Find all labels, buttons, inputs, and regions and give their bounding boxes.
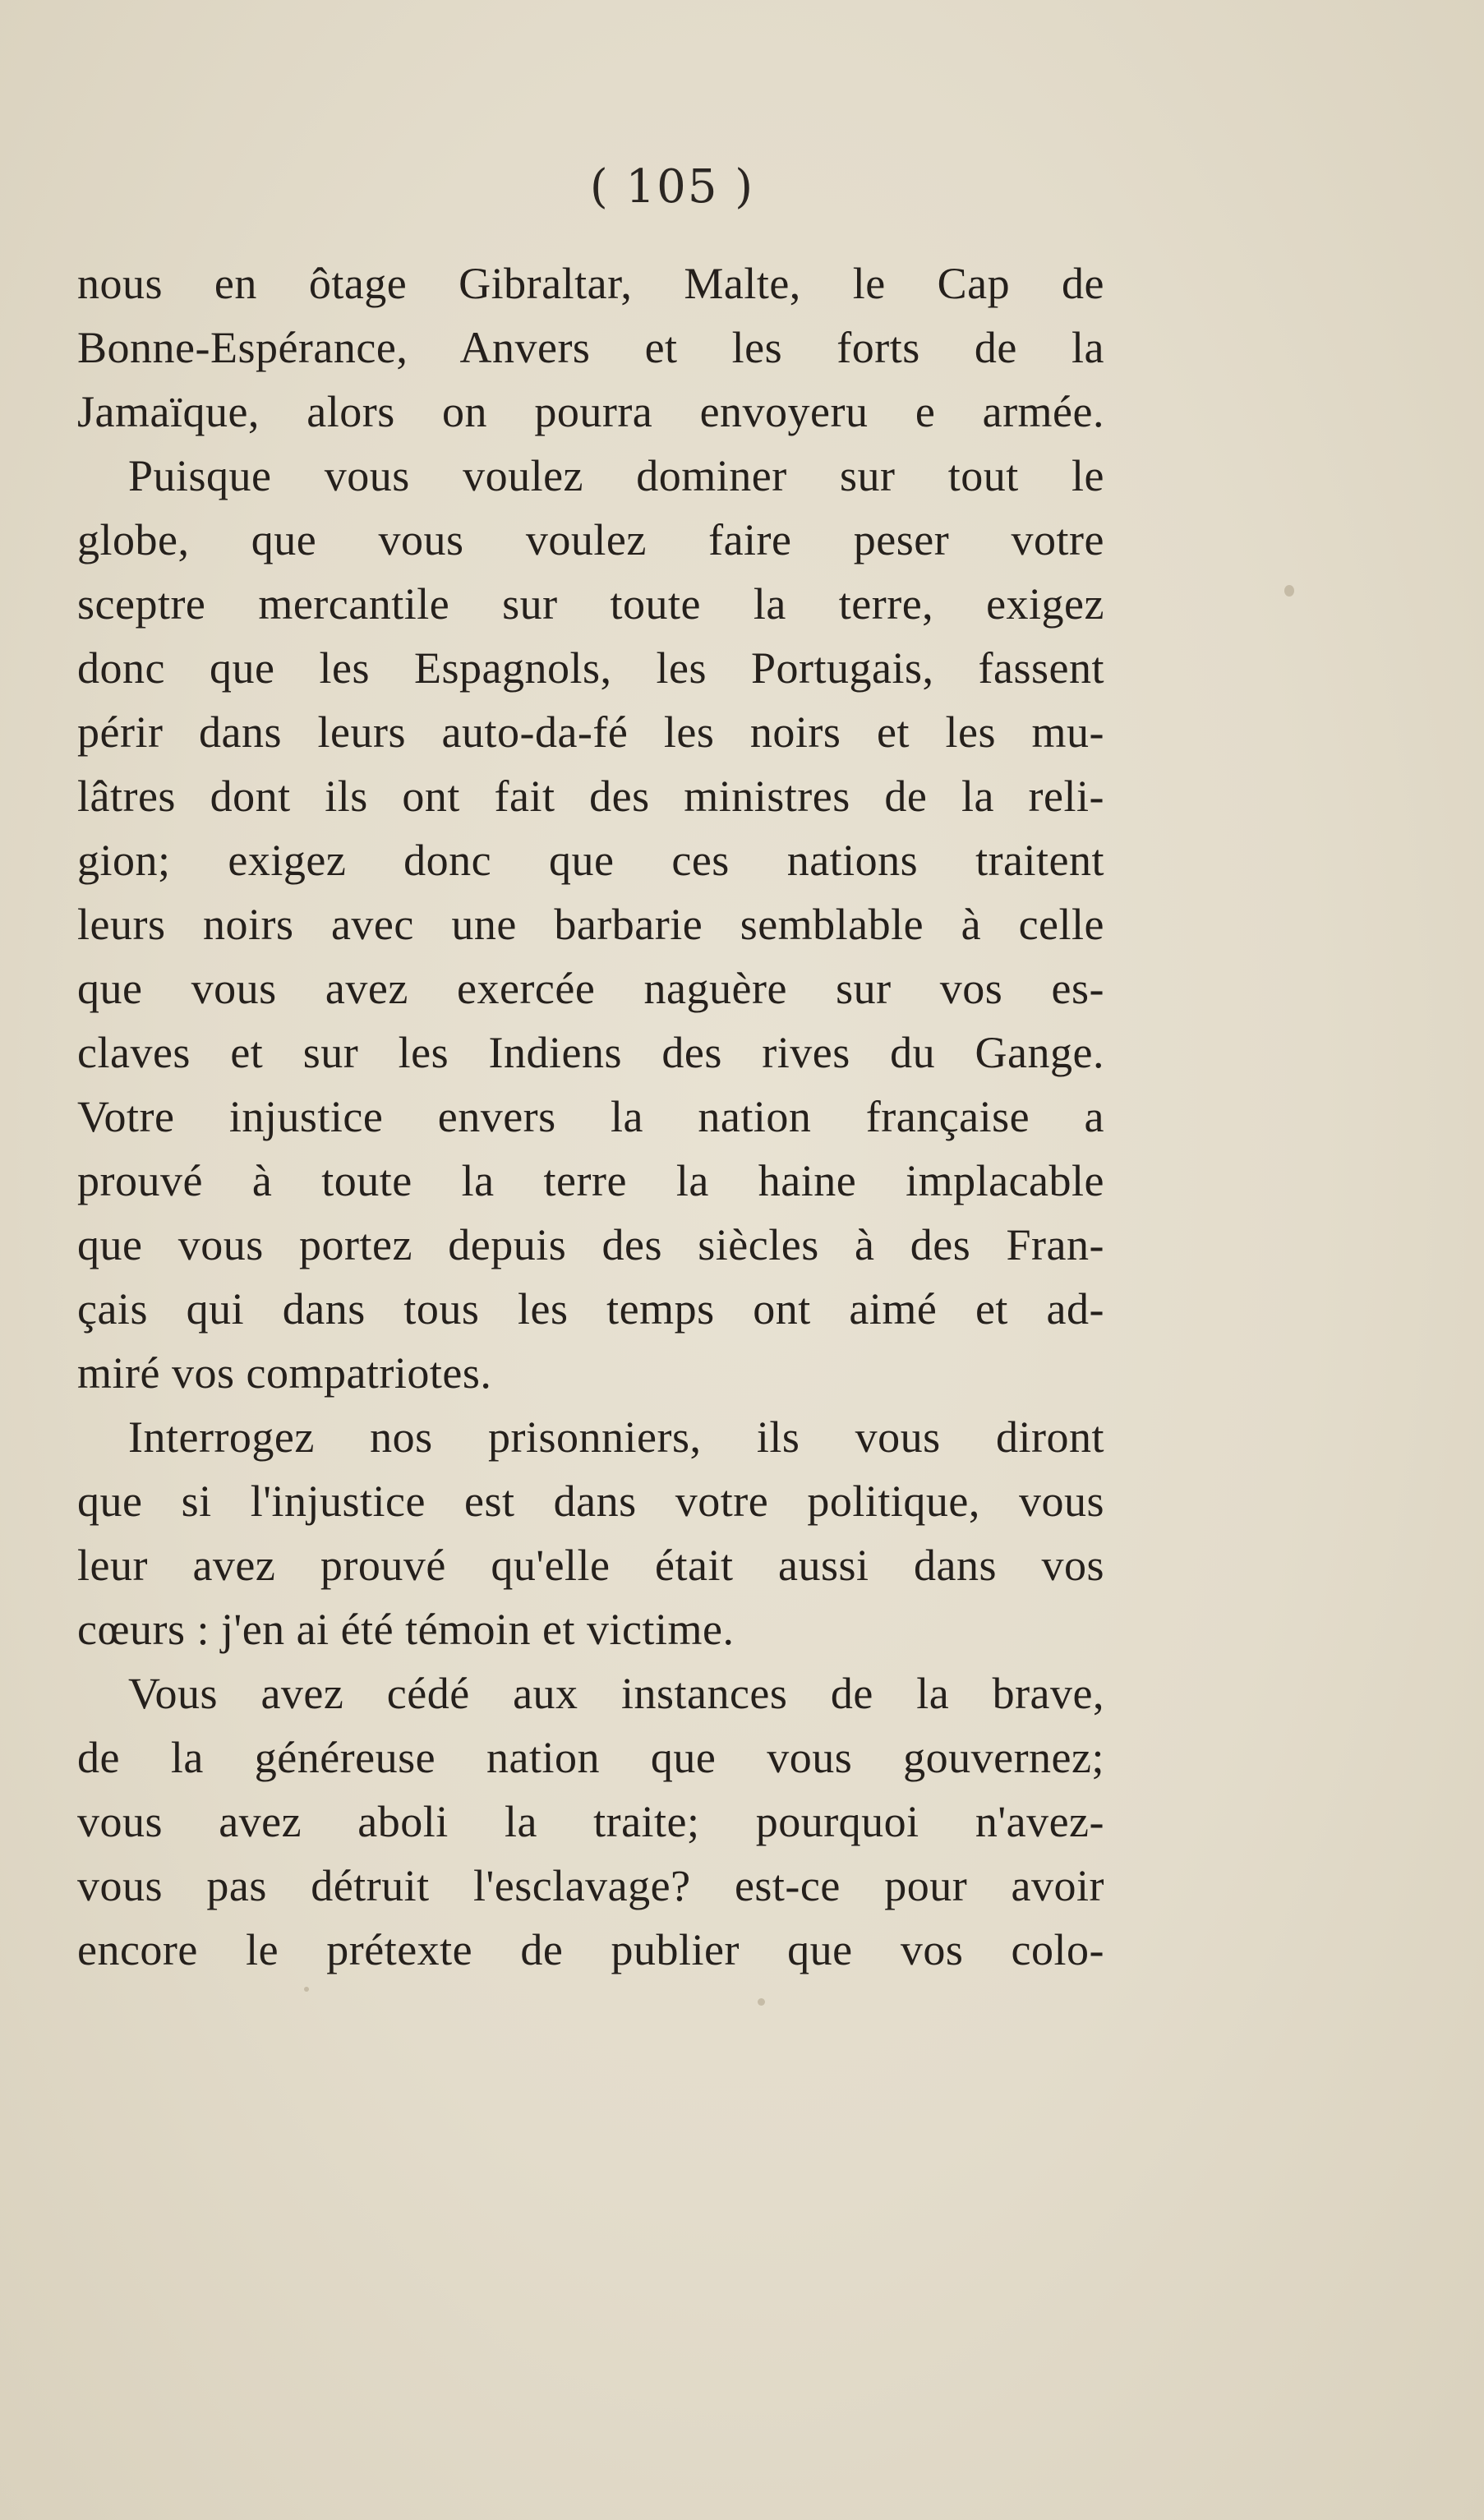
text-line: gion; exigez donc que ces nations traitent	[77, 836, 1104, 885]
text-line: çais qui dans tous les temps ont aimé et ad-	[77, 1284, 1104, 1334]
text-line: donc que les Espagnols, les Portugais, fassent	[77, 643, 1104, 693]
text-line: périr dans leurs auto-da-fé les noirs et les mu-	[77, 707, 1104, 757]
text-line: globe, que vous voulez faire peser votre	[77, 515, 1104, 564]
paper-speck	[758, 1998, 765, 2006]
text-line: de la généreuse nation que vous gouvernez;	[77, 1733, 1104, 1782]
paragraph-end-line: miré vos compatriotes.	[77, 1348, 492, 1398]
text-line: sceptre mercantile sur toute la terre, exigez	[77, 579, 1104, 629]
paragraph-start-line: Interrogez nos prisonniers, ils vous diront	[128, 1412, 1104, 1462]
page-number: ( 105 )	[589, 160, 755, 214]
text-line: Jamaïque, alors on pourra envoyeru e armée.	[77, 387, 1104, 436]
text-line: Bonne-Espérance, Anvers et les forts de la	[77, 323, 1104, 372]
text-line: prouvé à toute la terre la haine implacable	[77, 1156, 1104, 1205]
text-line: que si l'injustice est dans votre politique, vous	[77, 1477, 1104, 1526]
text-line: que vous portez depuis des siècles à des Fran-	[77, 1220, 1104, 1269]
text-line: nous en ôtage Gibraltar, Malte, le Cap de	[77, 259, 1104, 308]
text-line: Votre injustice envers la nation française a	[77, 1092, 1104, 1141]
paragraph-start-line: Puisque vous voulez dominer sur tout le	[128, 451, 1104, 500]
text-line: vous avez aboli la traite; pourquoi n'avez-	[77, 1797, 1104, 1846]
text-line: claves et sur les Indiens des rives du Gange.	[77, 1028, 1104, 1077]
paper-speck	[304, 1987, 309, 1992]
paragraph-start-line: Vous avez cédé aux instances de la brave,	[128, 1669, 1104, 1718]
text-line: vous pas détruit l'esclavage? est-ce pour avoir	[77, 1861, 1104, 1910]
text-line: que vous avez exercée naguère sur vos es-	[77, 964, 1104, 1013]
text-line: lâtres dont ils ont fait des ministres de la reli-	[77, 772, 1104, 821]
text-line: encore le prétexte de publier que vos colo-	[77, 1925, 1104, 1974]
text-line: leurs noirs avec une barbarie semblable à celle	[77, 900, 1104, 949]
text-line: leur avez prouvé qu'elle était aussi dans vos	[77, 1541, 1104, 1590]
paragraph-end-line: cœurs : j'en ai été témoin et victime.	[77, 1605, 735, 1654]
paper-speck	[1284, 585, 1294, 597]
